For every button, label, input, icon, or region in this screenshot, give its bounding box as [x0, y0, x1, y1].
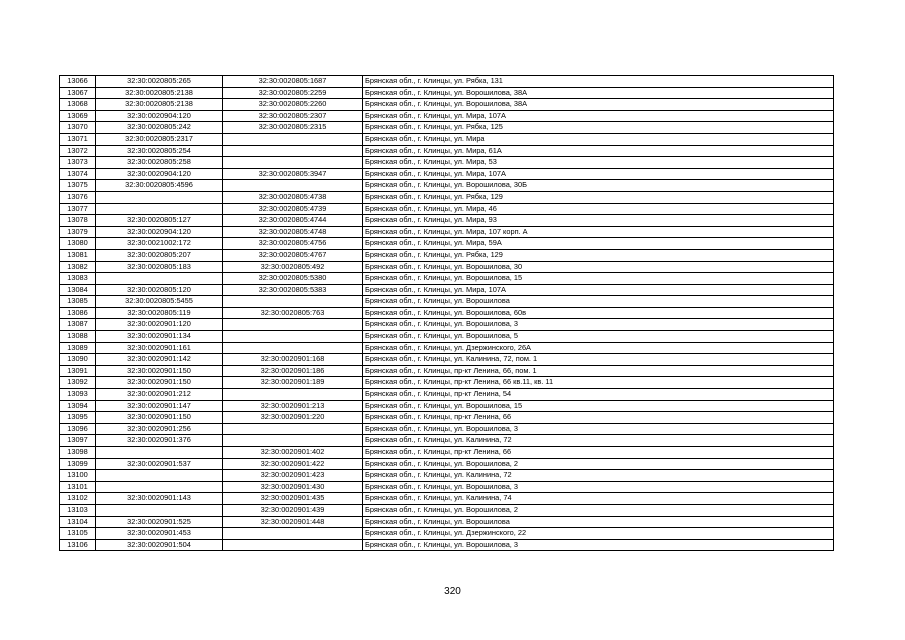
cadastral-number-cell: 32:30:0020904:120	[96, 110, 223, 122]
cadastral-number-2-cell: 32:30:0020805:5383	[223, 284, 363, 296]
cadastral-number-2-cell	[223, 423, 363, 435]
cadastral-number-cell: 32:30:0020901:142	[96, 354, 223, 366]
table-row	[60, 99, 834, 111]
cadastral-number-cell: 32:30:0020901:147	[96, 400, 223, 412]
cadastral-number-2-cell	[223, 145, 363, 157]
address-cell: Брянская обл., г. Клинцы, ул. Ворошилова, 15	[363, 400, 834, 412]
cadastral-number-2-cell	[223, 389, 363, 401]
cadastral-number-2-cell: 32:30:0020901:168	[223, 354, 363, 366]
row-number-cell: 13082	[60, 261, 96, 273]
address-cell: Брянская обл., г. Клинцы, ул. Ворошилова, 30Б	[363, 180, 834, 192]
cadastral-number-2-cell: 32:30:0020901:189	[223, 377, 363, 389]
address-cell: Брянская обл., г. Клинцы, ул. Рябка, 131	[363, 76, 834, 88]
row-number-cell: 13100	[60, 470, 96, 482]
address-cell: Брянская обл., г. Клинцы, ул. Калинина, 72, пом. 1	[363, 354, 834, 366]
row-number-cell: 13074	[60, 168, 96, 180]
table-row	[60, 238, 834, 250]
cadastral-number-cell: 32:30:0020901:453	[96, 528, 223, 540]
row-number-cell: 13068	[60, 99, 96, 111]
row-number-cell: 13081	[60, 249, 96, 261]
table-row	[60, 493, 834, 505]
row-number-cell: 13104	[60, 516, 96, 528]
row-number-cell: 13071	[60, 133, 96, 145]
address-cell: Брянская обл., г. Клинцы, ул. Ворошилова, 15	[363, 273, 834, 285]
cadastral-number-cell: 32:30:0020901:504	[96, 539, 223, 551]
cadastral-number-cell	[96, 504, 223, 516]
row-number-cell: 13083	[60, 273, 96, 285]
address-cell: Брянская обл., г. Клинцы, ул. Дзержинского, 26А	[363, 342, 834, 354]
cadastral-number-cell: 32:30:0020805:183	[96, 261, 223, 273]
table-row	[60, 470, 834, 482]
cadastral-number-2-cell	[223, 331, 363, 343]
cadastral-number-cell: 32:30:0020805:2317	[96, 133, 223, 145]
cadastral-number-cell: 32:30:0020901:376	[96, 435, 223, 447]
row-number-cell: 13086	[60, 307, 96, 319]
address-cell: Брянская обл., г. Клинцы, ул. Ворошилова, 38А	[363, 87, 834, 99]
address-cell: Брянская обл., г. Клинцы, ул. Мира, 61А	[363, 145, 834, 157]
table-row	[60, 528, 834, 540]
page-number: 320	[444, 586, 461, 597]
address-cell: Брянская обл., г. Клинцы, ул. Калинина, 74	[363, 493, 834, 505]
table-row	[60, 215, 834, 227]
row-number-cell: 13069	[60, 110, 96, 122]
cadastral-number-2-cell: 32:30:0020805:3947	[223, 168, 363, 180]
cadastral-number-cell: 32:30:0020805:258	[96, 157, 223, 169]
row-number-cell: 13106	[60, 539, 96, 551]
cadastral-number-2-cell	[223, 296, 363, 308]
row-number-cell: 13067	[60, 87, 96, 99]
cadastral-number-2-cell: 32:30:0020805:4748	[223, 226, 363, 238]
cadastral-number-2-cell	[223, 157, 363, 169]
cadastral-number-cell: 32:30:0020805:254	[96, 145, 223, 157]
table-row	[60, 331, 834, 343]
table-row	[60, 458, 834, 470]
cadastral-number-2-cell: 32:30:0020901:186	[223, 365, 363, 377]
table-row	[60, 180, 834, 192]
table-row	[60, 261, 834, 273]
registry-table-body	[60, 76, 834, 551]
address-cell: Брянская обл., г. Клинцы, пр-кт Ленина, 54	[363, 389, 834, 401]
row-number-cell: 13095	[60, 412, 96, 424]
row-number-cell: 13085	[60, 296, 96, 308]
cadastral-number-cell: 32:30:0020805:5455	[96, 296, 223, 308]
cadastral-number-2-cell: 32:30:0020805:4744	[223, 215, 363, 227]
table-row	[60, 110, 834, 122]
row-number-cell: 13096	[60, 423, 96, 435]
address-cell: Брянская обл., г. Клинцы, пр-кт Ленина, 66	[363, 447, 834, 459]
address-cell: Брянская обл., г. Клинцы, ул. Ворошилова	[363, 296, 834, 308]
row-number-cell: 13102	[60, 493, 96, 505]
address-cell: Брянская обл., г. Клинцы, пр-кт Ленина, 66, пом. 1	[363, 365, 834, 377]
table-row	[60, 307, 834, 319]
table-row	[60, 319, 834, 331]
cadastral-number-cell	[96, 191, 223, 203]
row-number-cell: 13075	[60, 180, 96, 192]
cadastral-number-cell: 32:30:0020901:150	[96, 412, 223, 424]
cadastral-number-cell: 32:30:0020901:161	[96, 342, 223, 354]
table-row	[60, 423, 834, 435]
cadastral-number-2-cell: 32:30:0020805:763	[223, 307, 363, 319]
row-number-cell: 13066	[60, 76, 96, 88]
cadastral-number-2-cell: 32:30:0020805:5380	[223, 273, 363, 285]
table-row	[60, 539, 834, 551]
row-number-cell: 13089	[60, 342, 96, 354]
cadastral-number-cell	[96, 470, 223, 482]
cadastral-number-cell: 32:30:0020901:537	[96, 458, 223, 470]
row-number-cell: 13098	[60, 447, 96, 459]
row-number-cell: 13073	[60, 157, 96, 169]
cadastral-number-2-cell: 32:30:0020901:435	[223, 493, 363, 505]
row-number-cell: 13099	[60, 458, 96, 470]
cadastral-number-cell: 32:30:0020805:4596	[96, 180, 223, 192]
row-number-cell: 13103	[60, 504, 96, 516]
cadastral-number-2-cell: 32:30:0020805:4756	[223, 238, 363, 250]
table-row	[60, 76, 834, 88]
registry-table	[59, 75, 834, 551]
cadastral-number-2-cell: 32:30:0020901:439	[223, 504, 363, 516]
address-cell: Брянская обл., г. Клинцы, ул. Калинина, 72	[363, 470, 834, 482]
cadastral-number-2-cell	[223, 180, 363, 192]
address-cell: Брянская обл., г. Клинцы, ул. Мира, 59А	[363, 238, 834, 250]
cadastral-number-2-cell: 32:30:0020805:492	[223, 261, 363, 273]
row-number-cell: 13088	[60, 331, 96, 343]
address-cell: Брянская обл., г. Клинцы, ул. Дзержинского, 22	[363, 528, 834, 540]
cadastral-number-cell	[96, 203, 223, 215]
row-number-cell: 13094	[60, 400, 96, 412]
address-cell: Брянская обл., г. Клинцы, ул. Мира	[363, 133, 834, 145]
cadastral-number-2-cell: 32:30:0020805:2260	[223, 99, 363, 111]
table-row	[60, 226, 834, 238]
cadastral-number-cell	[96, 447, 223, 459]
address-cell: Брянская обл., г. Клинцы, ул. Мира, 46	[363, 203, 834, 215]
cadastral-number-2-cell	[223, 528, 363, 540]
row-number-cell: 13084	[60, 284, 96, 296]
cadastral-number-cell: 32:30:0020901:143	[96, 493, 223, 505]
cadastral-number-2-cell: 32:30:0020901:422	[223, 458, 363, 470]
table-row	[60, 273, 834, 285]
table-row	[60, 342, 834, 354]
cadastral-number-cell: 32:30:0020901:150	[96, 377, 223, 389]
table-row	[60, 249, 834, 261]
cadastral-number-2-cell	[223, 435, 363, 447]
cadastral-number-2-cell: 32:30:0020805:2307	[223, 110, 363, 122]
cadastral-number-cell: 32:30:0020901:525	[96, 516, 223, 528]
row-number-cell: 13080	[60, 238, 96, 250]
cadastral-number-2-cell: 32:30:0020901:423	[223, 470, 363, 482]
row-number-cell: 13101	[60, 481, 96, 493]
table-row	[60, 389, 834, 401]
cadastral-number-cell: 32:30:0020805:265	[96, 76, 223, 88]
cadastral-number-cell: 32:30:0020805:2138	[96, 99, 223, 111]
address-cell: Брянская обл., г. Клинцы, ул. Мира, 107А	[363, 284, 834, 296]
cadastral-number-cell	[96, 273, 223, 285]
row-number-cell: 13090	[60, 354, 96, 366]
address-cell: Брянская обл., г. Клинцы, ул. Ворошилова, 3	[363, 319, 834, 331]
row-number-cell: 13072	[60, 145, 96, 157]
row-number-cell: 13076	[60, 191, 96, 203]
address-cell: Брянская обл., г. Клинцы, ул. Мира, 107А	[363, 110, 834, 122]
address-cell: Брянская обл., г. Клинцы, ул. Мира, 107 корп. А	[363, 226, 834, 238]
table-row	[60, 87, 834, 99]
cadastral-number-cell: 32:30:0020805:207	[96, 249, 223, 261]
cadastral-number-2-cell: 32:30:0020805:4767	[223, 249, 363, 261]
address-cell: Брянская обл., г. Клинцы, ул. Калинина, 72	[363, 435, 834, 447]
cadastral-number-2-cell: 32:30:0020901:430	[223, 481, 363, 493]
address-cell: Брянская обл., г. Клинцы, ул. Ворошилова, 3	[363, 481, 834, 493]
row-number-cell: 13092	[60, 377, 96, 389]
cadastral-number-2-cell: 32:30:0020901:448	[223, 516, 363, 528]
cadastral-number-cell: 32:30:0020901:150	[96, 365, 223, 377]
address-cell: Брянская обл., г. Клинцы, ул. Ворошилова, 30	[363, 261, 834, 273]
table-row	[60, 145, 834, 157]
table-row	[60, 133, 834, 145]
cadastral-number-2-cell	[223, 342, 363, 354]
address-cell: Брянская обл., г. Клинцы, ул. Ворошилова, 3	[363, 423, 834, 435]
cadastral-number-cell: 32:30:0020805:242	[96, 122, 223, 134]
cadastral-number-2-cell	[223, 133, 363, 145]
cadastral-number-cell: 32:30:0020805:120	[96, 284, 223, 296]
row-number-cell: 13097	[60, 435, 96, 447]
address-cell: Брянская обл., г. Клинцы, ул. Мира, 107А	[363, 168, 834, 180]
cadastral-number-cell: 32:30:0020805:119	[96, 307, 223, 319]
table-row	[60, 191, 834, 203]
address-cell: Брянская обл., г. Клинцы, ул. Мира, 93	[363, 215, 834, 227]
address-cell: Брянская обл., г. Клинцы, ул. Ворошилова, 38А	[363, 99, 834, 111]
row-number-cell: 13105	[60, 528, 96, 540]
cadastral-number-cell	[96, 481, 223, 493]
table-row	[60, 516, 834, 528]
address-cell: Брянская обл., г. Клинцы, ул. Мира, 53	[363, 157, 834, 169]
row-number-cell: 13070	[60, 122, 96, 134]
table-row	[60, 354, 834, 366]
cadastral-number-2-cell: 32:30:0020805:2259	[223, 87, 363, 99]
cadastral-number-2-cell: 32:30:0020805:2315	[223, 122, 363, 134]
table-row	[60, 447, 834, 459]
address-cell: Брянская обл., г. Клинцы, ул. Ворошилова, 5	[363, 331, 834, 343]
address-cell: Брянская обл., г. Клинцы, пр-кт Ленина, 66	[363, 412, 834, 424]
table-row	[60, 504, 834, 516]
address-cell: Брянская обл., г. Клинцы, ул. Рябка, 129	[363, 191, 834, 203]
address-cell: Брянская обл., г. Клинцы, ул. Ворошилова, 60в	[363, 307, 834, 319]
cadastral-number-2-cell: 32:30:0020901:402	[223, 447, 363, 459]
address-cell: Брянская обл., г. Клинцы, ул. Ворошилова, 3	[363, 539, 834, 551]
address-cell: Брянская обл., г. Клинцы, ул. Ворошилова, 2	[363, 504, 834, 516]
cadastral-number-2-cell: 32:30:0020901:213	[223, 400, 363, 412]
row-number-cell: 13079	[60, 226, 96, 238]
row-number-cell: 13093	[60, 389, 96, 401]
address-cell: Брянская обл., г. Клинцы, ул. Ворошилова	[363, 516, 834, 528]
cadastral-number-cell: 32:30:0020904:120	[96, 226, 223, 238]
cadastral-number-cell: 32:30:0020901:120	[96, 319, 223, 331]
table-row	[60, 203, 834, 215]
cadastral-number-2-cell	[223, 539, 363, 551]
cadastral-number-2-cell	[223, 319, 363, 331]
cadastral-number-2-cell: 32:30:0020805:4739	[223, 203, 363, 215]
table-row	[60, 365, 834, 377]
table-row	[60, 435, 834, 447]
table-row	[60, 122, 834, 134]
row-number-cell: 13091	[60, 365, 96, 377]
row-number-cell: 13077	[60, 203, 96, 215]
row-number-cell: 13078	[60, 215, 96, 227]
address-cell: Брянская обл., г. Клинцы, ул. Рябка, 129	[363, 249, 834, 261]
table-row	[60, 481, 834, 493]
cadastral-number-cell: 32:30:0020805:2138	[96, 87, 223, 99]
cadastral-number-cell: 32:30:0020901:212	[96, 389, 223, 401]
table-row	[60, 284, 834, 296]
address-cell: Брянская обл., г. Клинцы, ул. Ворошилова, 2	[363, 458, 834, 470]
cadastral-number-2-cell: 32:30:0020805:4738	[223, 191, 363, 203]
address-cell: Брянская обл., г. Клинцы, ул. Рябка, 125	[363, 122, 834, 134]
table-row	[60, 377, 834, 389]
row-number-cell: 13087	[60, 319, 96, 331]
table-row	[60, 157, 834, 169]
cadastral-number-cell: 32:30:0021002:172	[96, 238, 223, 250]
cadastral-number-2-cell: 32:30:0020805:1687	[223, 76, 363, 88]
table-row	[60, 412, 834, 424]
cadastral-number-cell: 32:30:0020901:256	[96, 423, 223, 435]
table-row	[60, 296, 834, 308]
table-row	[60, 400, 834, 412]
cadastral-number-cell: 32:30:0020904:120	[96, 168, 223, 180]
cadastral-number-cell: 32:30:0020901:134	[96, 331, 223, 343]
address-cell: Брянская обл., г. Клинцы, пр-кт Ленина, 66 кв.11, кв. 11	[363, 377, 834, 389]
cadastral-number-cell: 32:30:0020805:127	[96, 215, 223, 227]
table-row	[60, 168, 834, 180]
cadastral-number-2-cell: 32:30:0020901:220	[223, 412, 363, 424]
